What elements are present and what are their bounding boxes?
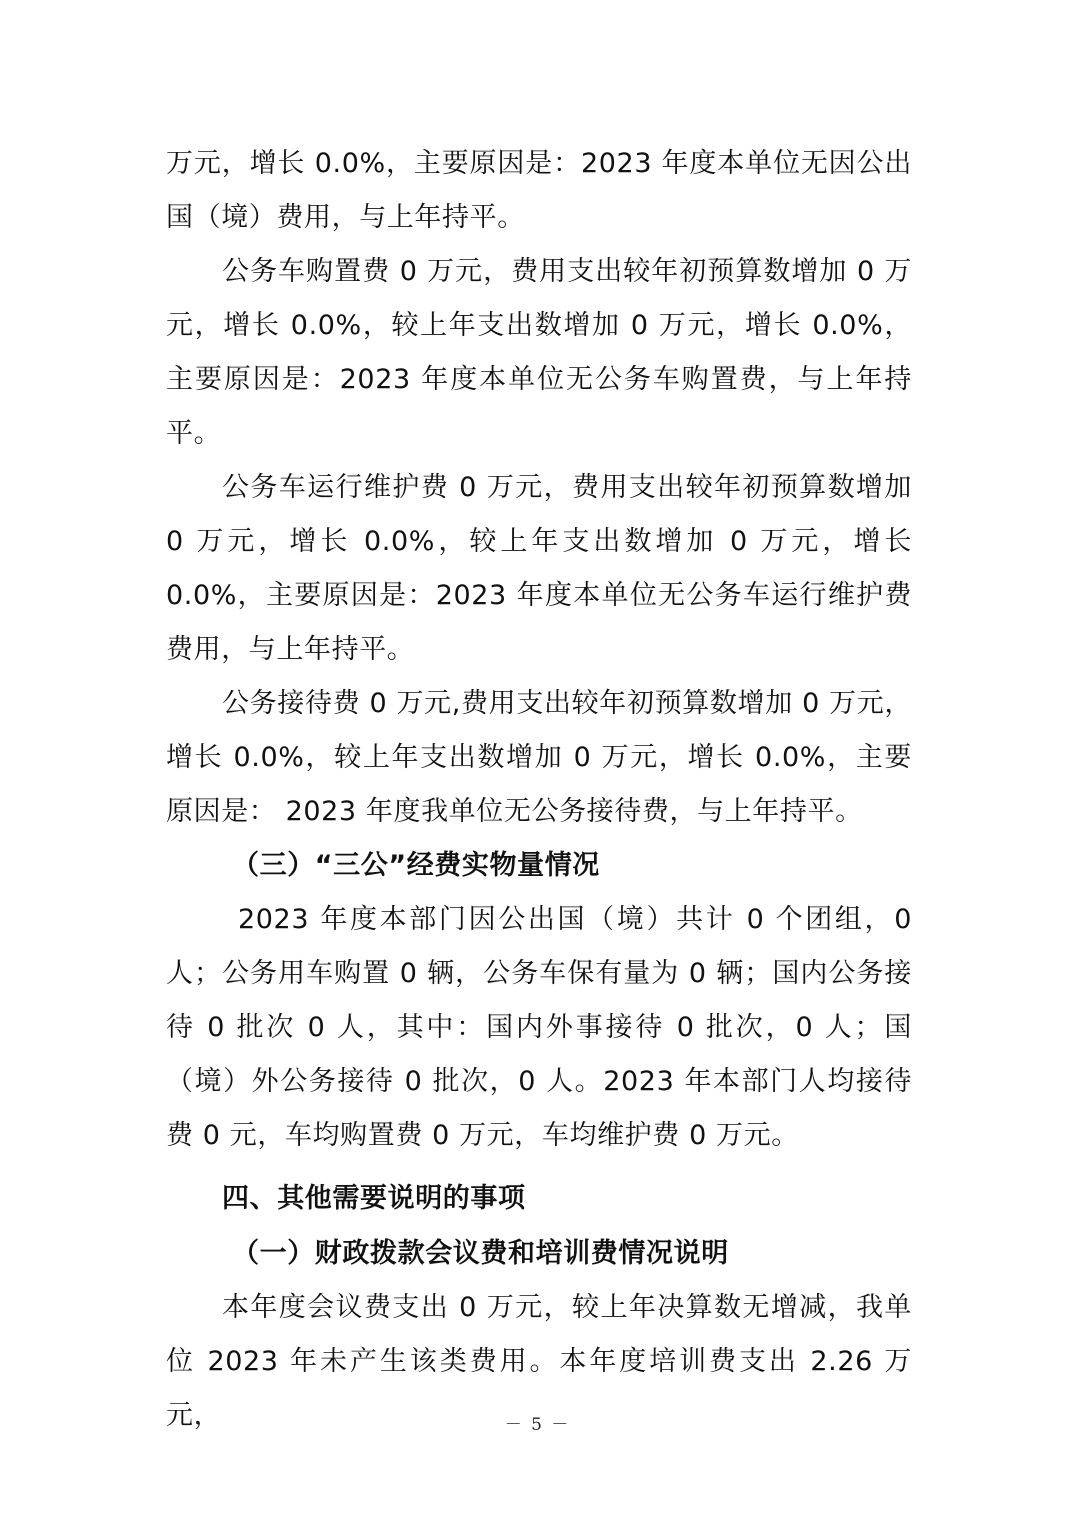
paragraph-official-reception: 公务接待费 0 万元,费用支出较年初预算数增加 0 万元，增长 0.0%，较上年支出数增加 0 万元，增长 0.0%，主要原因是： 2023 年度我单位无公务接待费，与上年持平。 [166,688,912,827]
paragraph-physical-quantities: 2023 年度本部门因公出国（境）共计 0 个团组，0 人；公务用车购置 0 辆，公务车保有量为 0 辆；国内公务接待 0 批次 0 人，其中：国内外事接待 0 批次，0 人；国（境）外公务接待 0 批次，0 人。2023 年本部门人均接待费 0 元，车均购置费 0 万元，车均维护费 0 万元。 [166,904,912,1151]
paragraph-vehicle-maintenance: 公务车运行维护费 0 万元，费用支出较年初预算数增加 0 万元，增长 0.0%，较上年支出数增加 0 万元，增长 0.0%，主要原因是：2023 年度本单位无公务车运行维护费费用，与上年持平。 [166,472,912,665]
paragraph-meeting-training-fees: 本年度会议费支出 0 万元，较上年决算数无增减，我单位 2023 年未产生该类费用。本年度培训费支出 2.26 万元， [166,1292,912,1431]
document-body [166,137,912,1443]
paragraph-vehicle-purchase: 公务车购置费 0 万元，费用支出较年初预算数增加 0 万元，增长 0.0%，较上年支出数增加 0 万元，增长 0.0%，主要原因是：2023 年度本单位无公务车购置费，与上年持平。 [166,256,912,449]
section-heading-meeting-training-fees: （一）财政拨款会议费和培训费情况说明 [232,1238,729,1269]
section-heading-three-public-quantities: （三）“三公”经费实物量情况 [232,850,600,881]
page-number: － 5 － [504,1415,571,1435]
section-heading-other-matters: 四、其他需要说明的事项 [222,1183,526,1214]
paragraph-travel-abroad-continued: 万元，增长 0.0%，主要原因是：2023 年度本单位无因公出国（境）费用，与上年持平。 [166,148,912,233]
